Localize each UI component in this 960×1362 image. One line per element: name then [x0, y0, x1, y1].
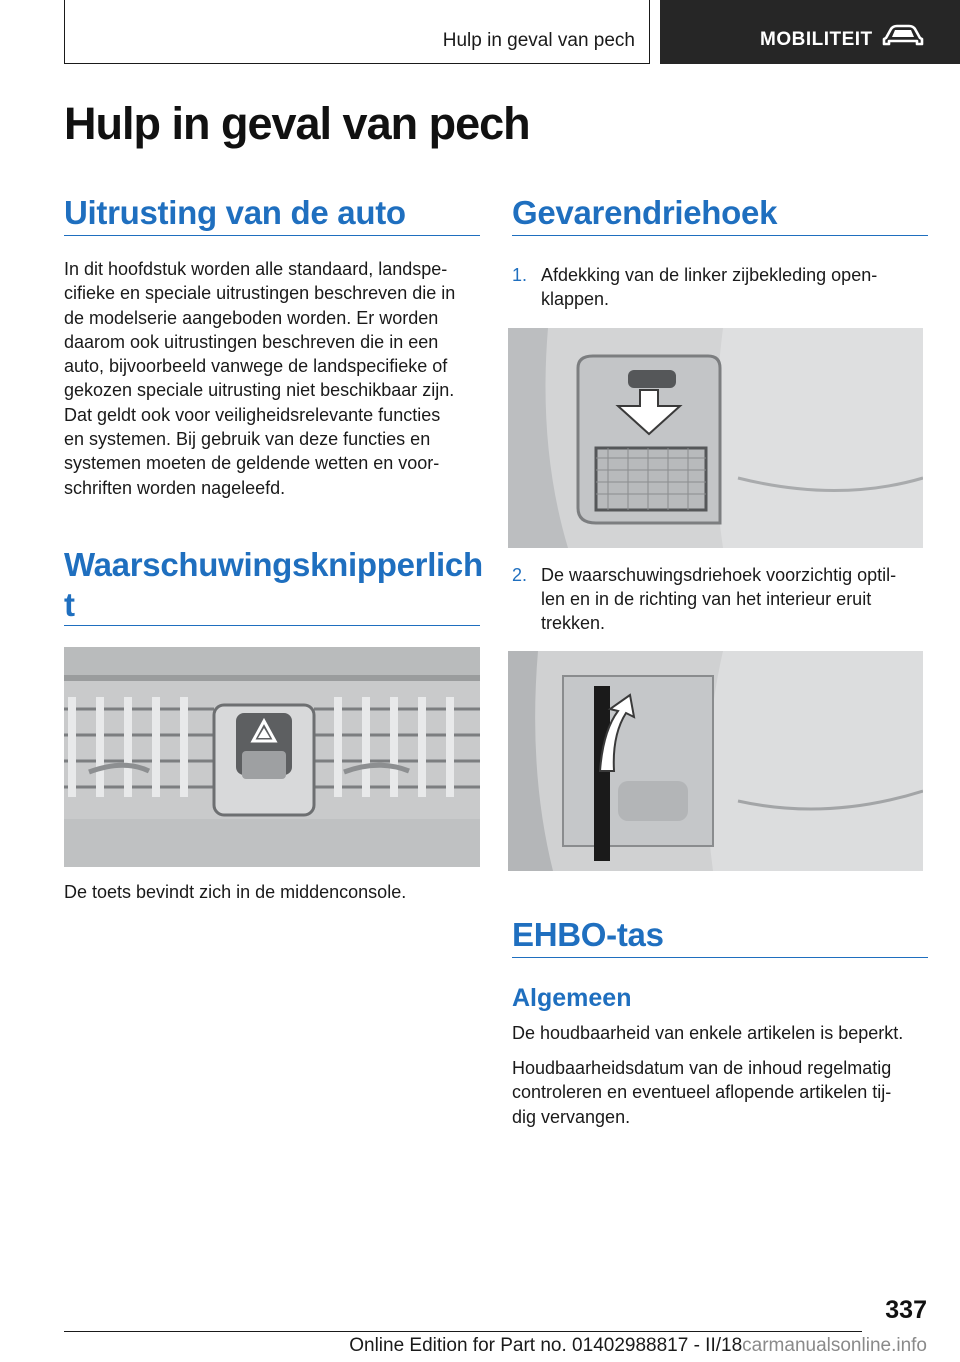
- watermark-text: carmanualsonline.info: [742, 1335, 927, 1356]
- para-line: controleren en eventueel aflopende artikelen tij‐: [512, 1082, 892, 1103]
- para-line: de modelserie aangeboden worden. Er worden: [64, 307, 439, 328]
- footer-rule: [64, 1331, 862, 1332]
- para-line: auto, bijvoorbeeld vanwege de landspecifieke of: [64, 356, 448, 377]
- step-text-line: De waarschuwingsdriehoek voorzichtig optil‐: [541, 565, 897, 585]
- step-number: 2.: [512, 565, 528, 585]
- para-line: dig vervangen.: [512, 1106, 631, 1127]
- intro-paragraph: [64, 257, 484, 500]
- para-line: Houdbaarheidsdatum van de inhoud regelmatig: [512, 1058, 892, 1078]
- hazard-switch-image: [64, 647, 480, 867]
- heading-waarschuwing-line2: t: [64, 586, 75, 623]
- heading-waarschuwing-line1: Waarschuwingsknipperlich: [64, 546, 483, 583]
- para-line: en systemen. Bij gebruik van deze functies en: [64, 429, 431, 450]
- warning-triangle-image: [508, 651, 923, 871]
- heading-rule: [512, 235, 928, 236]
- step-number: 1.: [512, 265, 528, 285]
- para-line: systemen moeten de geldende wetten en voor‐: [64, 453, 440, 474]
- heading-ehbo: EHBO-tas: [512, 916, 664, 953]
- para-line: schriften worden nageleefd.: [64, 477, 286, 498]
- para-line: gekozen speciale uitrusting niet beschikbaar zijn.: [64, 380, 455, 401]
- heading-rule: [512, 957, 928, 958]
- footer-edition: [0, 1335, 927, 1357]
- step-2: [512, 563, 932, 638]
- step-1: [512, 263, 932, 313]
- step-text: [541, 263, 877, 311]
- ehbo-para-2: [512, 1056, 932, 1129]
- heading-uitrusting: Uitrusting van de auto: [64, 194, 406, 231]
- side-trim-image: [508, 328, 923, 548]
- hazard-caption: De toets bevindt zich in de middenconsole.: [64, 882, 407, 902]
- subheading-algemeen: Algemeen: [512, 984, 632, 1012]
- page-number: 337: [885, 1296, 927, 1324]
- header-section: MOBILITEIT: [760, 29, 873, 50]
- ehbo-para-1: De houdbaarheid van enkele artikelen is beperkt.: [512, 1023, 904, 1043]
- car-icon: [882, 24, 924, 48]
- para-line: Dat geldt ook voor veiligheidsrelevante functies: [64, 404, 441, 425]
- heading-rule: [64, 235, 480, 236]
- para-line: daarom ook uitrustingen beschreven die in een: [64, 331, 439, 352]
- page-title: Hulp in geval van pech: [64, 98, 530, 149]
- step-text-line: Afdekking van de linker zijbekleding open‐: [541, 265, 878, 285]
- step-text-line: klappen.: [541, 289, 610, 309]
- step-text-line: trekken.: [541, 613, 606, 633]
- heading-rule: [64, 625, 480, 626]
- heading-gevarendriehoek: Gevarendriehoek: [512, 194, 778, 231]
- header-chapter-box: [64, 0, 650, 64]
- header-chapter: Hulp in geval van pech: [442, 30, 635, 51]
- para-line: In dit hoofdstuk worden alle standaard, landspe‐: [64, 259, 448, 279]
- step-text-line: len en in de richting van het interieur eruit: [541, 589, 872, 609]
- heading-waarschuwing: [64, 545, 483, 625]
- header-section-box: [660, 0, 960, 64]
- para-line: cifieke en speciale uitrustingen beschreven die in: [64, 283, 456, 304]
- footer-edition-text: Online Edition for Part no. 01402988817 - II/18: [349, 1335, 743, 1356]
- step-text: [541, 563, 896, 635]
